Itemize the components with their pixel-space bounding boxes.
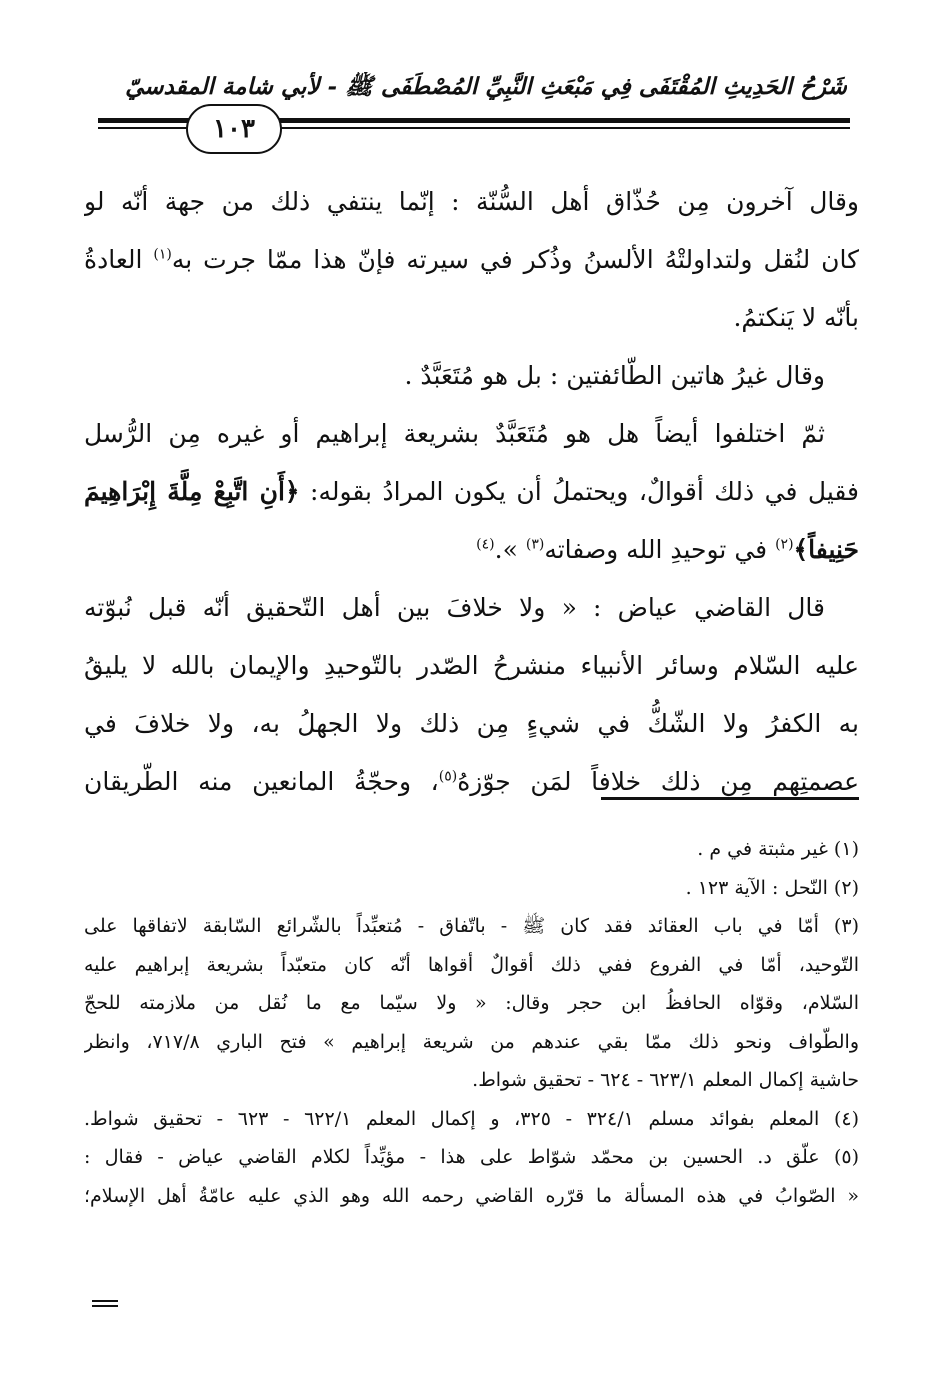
running-title: شَرْحُ الحَدِيثِ المُقْتَفَى فِي مَبْعَثِ النَّبِيِّ المُصْطَفَى ﷺ - لأبي شامة المقدسيّ: [125, 73, 847, 100]
main-text: [84, 173, 859, 811]
footnote-3-line-1: (٣) أمّا في باب العقائد فقد كان ﷺ - باتّفاق - مُتعبِّداً بالشّرائع السّابقة لاتفاقها على: [84, 915, 859, 937]
page-number: ١٠٣: [186, 104, 282, 154]
text-line-7: حَنِيفاً﴾$^{(٢)}$ في توحيدِ الله وصفاته$^{(٣)}$ ».$^{(٤)}$: [476, 535, 859, 564]
footnote-4: (٤) المعلم بفوائد مسلم ٣٢٤/١ - ٣٢٥، و إكمال المعلم ٦٢٢/١ - ٦٢٣ - تحقيق شواط.: [84, 1107, 859, 1130]
note-ref-2[interactable]: (٢): [775, 536, 794, 553]
text-line-3: بأنّه لا يَنكتمُ.: [733, 303, 859, 332]
text-line-9: عليه السّلام وسائر الأنبياء منشرحُ الصّدر بالتّوحيدِ والإيمان بالله لا يليقُ: [84, 651, 859, 680]
text-line-4: وقال غيرُ هاتين الطّائفتين : بل هو مُتَعَبَّدٌ .: [404, 361, 825, 390]
note-ref-1[interactable]: (١): [153, 246, 172, 263]
text-line-5: ثمّ اختلفوا أيضاً هل هو مُتَعَبَّدٌ بشريعة إبراهيم أو غيره مِن الرُّسل: [84, 419, 825, 448]
note-ref-3[interactable]: (٣): [525, 536, 545, 553]
footnote-1: (١) غير مثبتة في م .: [697, 838, 859, 860]
note-ref-5[interactable]: (٥): [438, 768, 458, 785]
text-line-2: كان لنُقل ولتداولتْهُ الألسنُ وذُكر في سيرته فإنّ هذا ممّا جرت به$^{(١)}$ العادةُ: [84, 245, 859, 274]
footnote-3-line-3: السّلام، وقوّاه الحافظُ ابن حجر وقال: « ولا سيّما مع ما نُقل من ملازمته للحجّ: [84, 992, 859, 1014]
footnotes: [84, 830, 859, 1215]
text-line-8: قال القاضي عياض : « ولا خلافَ بين أهل التّحقيق أنّه قبل نُبوّته: [84, 593, 825, 622]
quran-verse-end: حَنِيفاً﴾: [793, 535, 859, 564]
footnote-5-line-1: (٥) علّق د. الحسين بن محمّد شوّاط على هذا - مؤيِّداً لكلام القاضي عياض - فقال :: [84, 1146, 859, 1168]
text-line-11: عصمتِهم مِن ذلك خلافاً لمَن جوّزهُ$^{(٥)}$، وحجّةُ المانعين منه الطّريقان: [84, 767, 859, 796]
footnote-3-line-2: التّوحيد، أمّا في الفروع ففي ذلك أقوالٌ أقواها أنّه كان متعبّداً بشريعة إبراهيم عليه: [84, 953, 859, 976]
footnote-5-line-2: « الصّوابُ في هذه المسألة ما قرّره القاضي رحمه الله وهو الذي عليه عامّةُ أهل الإسلام؛: [84, 1184, 859, 1207]
footnote-3-line-5: حاشية إكمال المعلم ٦٢٣/١ - ٦٢٤ - تحقيق شواط.: [472, 1069, 859, 1091]
footnote-3-line-4: والطّواف ونحو ذلك ممّا بقي عندهم من شريعة إبراهيم » فتح الباري ٧١٧/٨، وانظر: [84, 1030, 859, 1053]
text-line-10: به الكفرُ ولا الشّكُّ في شيءٍ مِن ذلك ولا الجهلُ به، ولا خلافَ في: [84, 709, 859, 738]
text-line-1: وقال آخرون مِن حُذّاق أهل السُّنّة : إنّما ينتفي ذلك من جهة أنّه لو: [84, 187, 859, 216]
text-line-6: فقيل في ذلك أقوالٌ، ويحتملُ أن يكون المرادُ بقوله: ﴿أَنِ اتَّبِعْ مِلَّةَ إِبْرَاهِيمَ: [84, 477, 859, 506]
footnote-2: (٢) النّحل : الآية ١٢٣ .: [685, 876, 859, 899]
quran-verse: ﴿أَنِ اتَّبِعْ مِلَّةَ إِبْرَاهِيمَ: [84, 477, 300, 506]
footnote-separator: [601, 797, 859, 800]
note-ref-4[interactable]: (٤): [476, 536, 495, 553]
continuation-mark: [92, 1300, 118, 1308]
